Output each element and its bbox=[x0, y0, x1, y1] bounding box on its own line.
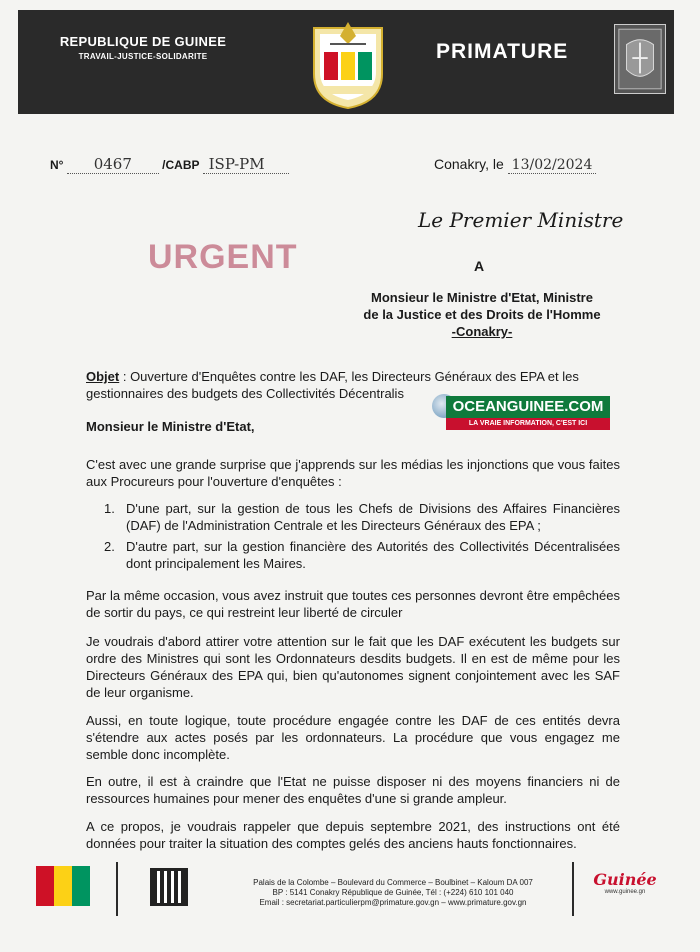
paragraph-procedure: Aussi, en toute logique, toute procédure engagée contre les DAF de ces entités devra s'étendre aux actes posés par les ordonnateurs. La procédure que vous engagez me semble donc incomplète. bbox=[86, 713, 620, 762]
republic-block bbox=[18, 34, 268, 61]
paragraph-frozen-accounts: A ce propos, je voudrais rappeler que depuis septembre 2021, des instructions ont été données pour traiter la situation des comptes gelés des anciens hauts fonctionnaires. bbox=[86, 819, 620, 851]
coat-of-arms-icon bbox=[306, 14, 390, 110]
paragraph-intro: C'est avec une grande surprise que j'apprends sur les médias les injonctions que vous faites aux Procureurs pour l'ouverture d'enquêtes : bbox=[86, 457, 620, 489]
paragraph-daf-ordonnateurs: Je voudrais d'abord attirer votre attention sur le fait que les DAF exécutent les budgets sur ordre des Ministres qui sont les Ordonnateurs desdits budgets. Il en est de même pour les Directeurs Généraux des EPA qui, bien qu'autonomes signent conjointement avec les SAF de leur organisme. bbox=[86, 634, 620, 700]
office-title: PRIMATURE bbox=[436, 40, 569, 63]
republic-name: REPUBLIQUE DE GUINEE bbox=[59, 34, 227, 49]
qr-code-icon bbox=[150, 868, 188, 906]
guinee-logo: Guinée www.guinee.gn bbox=[593, 870, 657, 895]
reference-number: N° 0467 /CABP ISP-PM bbox=[50, 155, 289, 174]
footer-divider bbox=[572, 862, 574, 916]
watermark-name: OCEANGUINEE.COM bbox=[446, 396, 610, 418]
paragraph-resources: En outre, il est à craindre que l'Etat ne puisse disposer ni des moyens financiers ni de ressources humaines pour mener des enquêtes d'une si grande ampleur. bbox=[86, 774, 620, 806]
subject-text: : Ouverture d'Enquêtes contre les DAF, les Directeurs Généraux des EPA et les gestionnaires des budgets des Collectivités Décentralis bbox=[86, 369, 579, 401]
paragraph-travel-ban: Par la même occasion, vous avez instruit que toutes ces personnes devront être empêchées de sortir du pays, ce qui restreint leur liberté de circuler bbox=[86, 588, 620, 620]
injunction-list bbox=[104, 500, 620, 576]
subject-label: Objet bbox=[86, 369, 120, 384]
cabp-code: ISP-PM bbox=[203, 155, 289, 174]
addressee-block: Monsieur le Ministre d'Etat, Ministre de la Justice et des Droits de l'Homme -Conakry- bbox=[363, 290, 601, 339]
urgent-stamp: URGENT bbox=[148, 238, 298, 276]
sender-title: Le Premier Ministre bbox=[418, 208, 624, 232]
primature-emblem-icon bbox=[614, 24, 666, 94]
national-motto: TRAVAIL-JUSTICE-SOLIDARITE bbox=[78, 52, 208, 61]
list-item: 2. D'autre part, sur la gestion financière des Autorités des Collectivités Décentralisées dont principalement les Maires. bbox=[104, 539, 620, 571]
place-and-date: Conakry, le 13/02/2024 bbox=[434, 156, 596, 174]
footer-divider bbox=[116, 862, 118, 916]
letter-date: 13/02/2024 bbox=[508, 157, 597, 174]
list-item: 1. D'une part, sur la gestion de tous les Chefs de Divisions des Affaires Financières (DAF) de l'Administration Centrale et les Directeurs Généraux des EPA ; bbox=[104, 501, 620, 533]
footer-address: Palais de la Colombe – Boulevard du Commerce – Boulbinet – Kaloum DA 007 BP : 5141 Conakry République de Guinée, Tél : (+224) 610 101 040 Email : secretariat.particulierpm@primature.gov.gn – www.primature.gov.gn bbox=[253, 878, 533, 907]
salutation: Monsieur le Ministre d'Etat, bbox=[86, 419, 255, 434]
letter-number: 0467 bbox=[67, 155, 159, 174]
letterhead-banner bbox=[18, 10, 674, 114]
guinea-flag-icon bbox=[36, 866, 90, 906]
to-label: A bbox=[474, 258, 485, 274]
letter-footer bbox=[30, 862, 670, 922]
watermark-tagline: LA VRAIE INFORMATION, C'EST ICI bbox=[446, 418, 610, 430]
